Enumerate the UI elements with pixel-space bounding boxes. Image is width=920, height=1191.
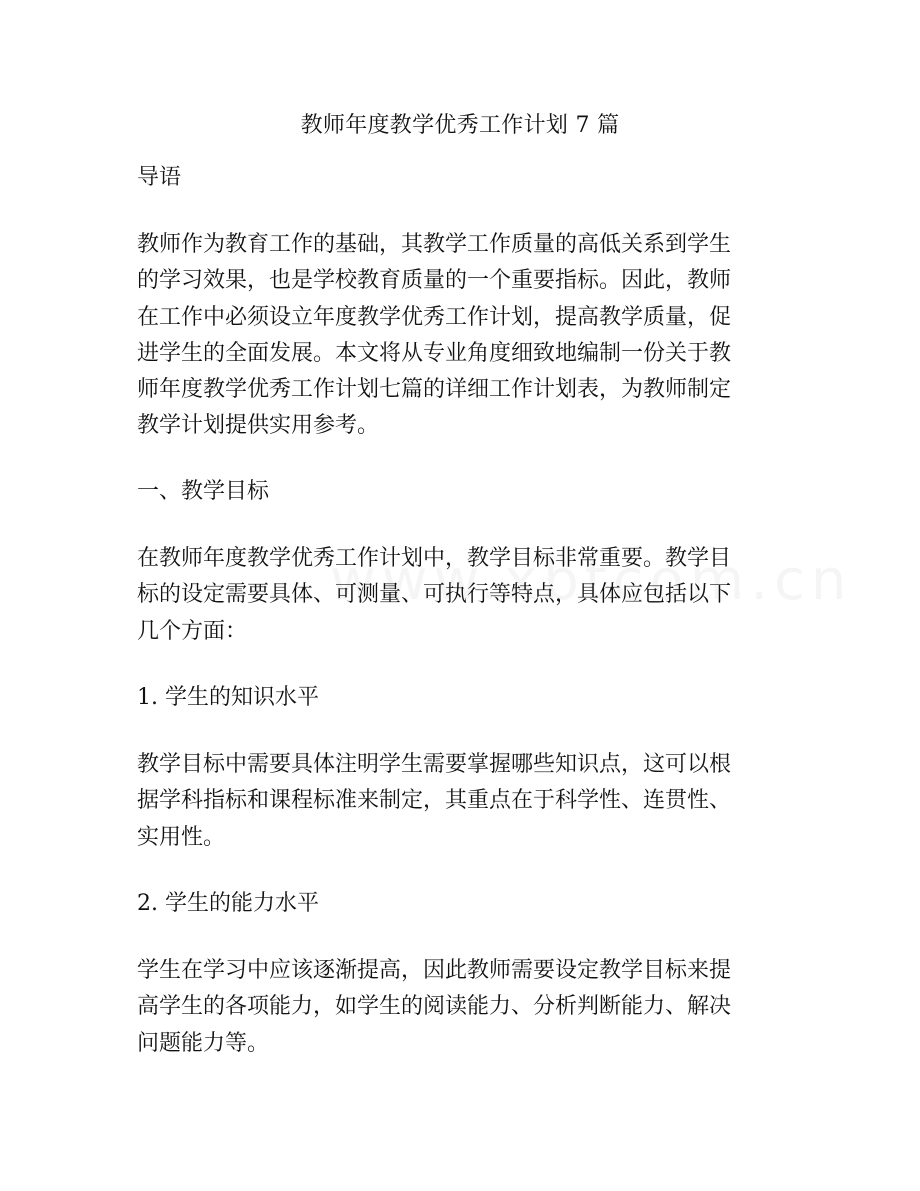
item-heading: 2. 学生的能力水平	[137, 891, 319, 916]
section-paragraph	[137, 541, 785, 650]
section-heading: 一、教学目标	[137, 479, 270, 504]
paragraph-line: 在教师年度教学优秀工作计划中，教学目标非常重要。教学目	[137, 546, 732, 571]
item-paragraph	[137, 747, 785, 856]
paragraph-line: 问题能力等。	[137, 1030, 270, 1056]
paragraph-line: 高学生的各项能力，如学生的阅读能力、分析判断能力、解决	[137, 994, 732, 1020]
paragraph-line: 学生在学习中应该逐渐提高，因此教师需要设定教学目标来提	[137, 958, 732, 983]
paragraph-line: 教学目标中需要具体注明学生需要掌握哪些知识点，这可以根	[137, 752, 732, 777]
document-title: 教师年度教学优秀工作计划 7 篇	[300, 113, 620, 138]
paragraph-line: 几个方面：	[137, 618, 248, 644]
paragraph-line: 进学生的全面发展。本文将从专业角度细致地编制一份关于教	[137, 340, 732, 366]
intro-paragraph	[137, 227, 785, 445]
paragraph-line: 教师作为教育工作的基础，其教学工作质量的高低关系到学生	[137, 232, 732, 257]
item-heading: 1. 学生的知识水平	[137, 685, 319, 710]
item-paragraph	[137, 953, 785, 1062]
paragraph-line: 据学科指标和课程标准来制定，其重点在于科学性、连贯性、	[137, 788, 732, 814]
paragraph-line: 实用性。	[137, 824, 226, 850]
paragraph-line: 师年度教学优秀工作计划七篇的详细工作计划表，为教师制定	[137, 377, 732, 403]
intro-heading: 导语	[137, 165, 182, 190]
paragraph-line: 教学计划提供实用参考。	[137, 413, 380, 439]
paragraph-line: 标的设定需要具体、可测量、可执行等特点，具体应包括以下	[137, 582, 732, 608]
paragraph-line: 在工作中必须设立年度教学优秀工作计划，提高教学质量，促	[137, 304, 732, 330]
paragraph-line: 的学习效果，也是学校教育质量的一个重要指标。因此，教师	[137, 268, 732, 294]
